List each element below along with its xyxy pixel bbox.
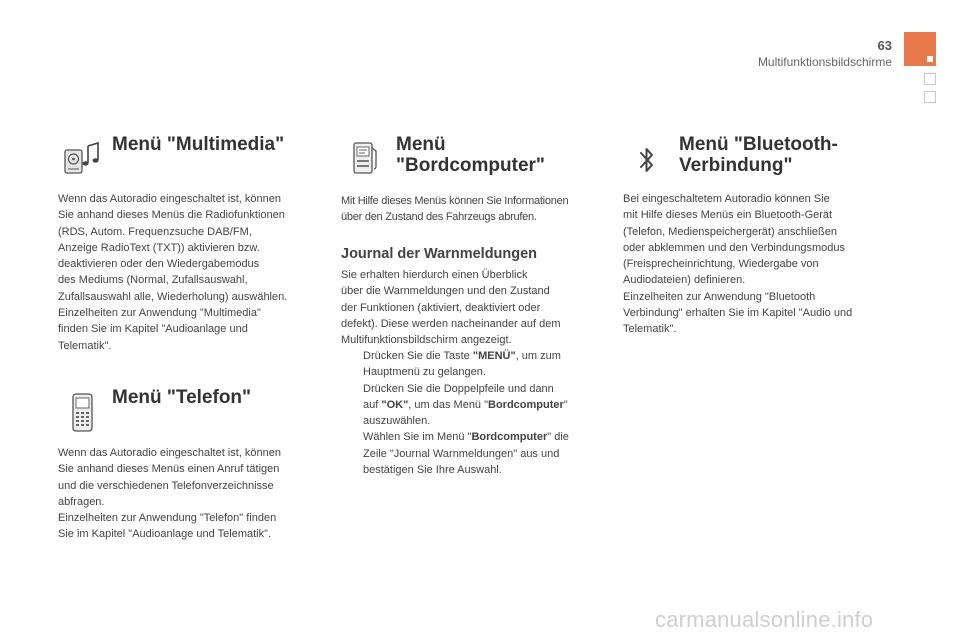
step-item xyxy=(341,348,611,381)
text-line: der Funktionen (aktiviert, deaktiviert oder xyxy=(341,301,541,314)
text-line: (RDS, Autom. Frequenzsuche DAB/FM, xyxy=(58,225,252,238)
text-line: Einzelheiten zur Anwendung "Multimedia" xyxy=(58,307,261,320)
step-key-ok: "OK" xyxy=(381,398,409,411)
text-line: mit Hilfe dieses Menüs ein Bluetooth-Gerät xyxy=(623,209,833,222)
chapter-tab-dot xyxy=(927,56,933,62)
text-line: (Freisprecheinrichtung, Wiedergabe von xyxy=(623,258,819,271)
text-line: defekt). Diese werden nacheinander auf dem xyxy=(341,317,561,330)
heading-line: "Bordcomputer" xyxy=(396,155,545,176)
text-line: oder abklemmen und den Verbindungsmodus xyxy=(623,241,845,254)
journal-heading: Journal der Warnmeldungen xyxy=(341,246,538,262)
bordcomputer-intro xyxy=(341,193,606,226)
step-text: Wählen Sie im Menü " xyxy=(363,431,472,444)
step-text: auszuwählen. xyxy=(363,415,431,428)
page-number: 63 xyxy=(877,38,892,53)
bluetooth-text xyxy=(623,191,898,338)
text-line: des Mediums (Normal, Zufallsauswahl, xyxy=(58,274,248,287)
step-text: " die xyxy=(547,431,569,444)
bluetooth-icon xyxy=(637,144,657,176)
telefon-heading: Menü "Telefon" xyxy=(112,387,252,408)
text-line: deaktivieren oder den Wiedergabemodus xyxy=(58,258,260,271)
text-line: Audiodateien) definieren. xyxy=(623,274,746,287)
step-text: auf xyxy=(363,398,382,411)
journal-steps xyxy=(341,348,611,478)
text-line: Wenn das Autoradio eingeschaltet ist, können xyxy=(58,447,282,459)
multimedia-music-icon xyxy=(62,140,102,176)
step-text: , um das Menü " xyxy=(408,398,489,411)
fuel-pump-icon xyxy=(350,140,380,176)
text-line: Verbindung" erhalten Sie im Kapitel "Audio und xyxy=(623,307,853,320)
text-line: Telematik". xyxy=(623,323,677,336)
bordcomputer-heading xyxy=(396,134,566,176)
chapter-tab-active[interactable] xyxy=(904,32,936,66)
chapter-tab-box-1[interactable] xyxy=(924,73,936,85)
step-menu-name: Bordcomputer xyxy=(471,431,548,444)
step-item xyxy=(341,429,611,478)
heading-line: Menü "Bluetooth- xyxy=(679,134,838,155)
text-line: Bei eingeschaltetem Autoradio können Sie xyxy=(623,193,830,205)
heading-line: Menü xyxy=(396,134,446,155)
bluetooth-heading xyxy=(679,134,879,176)
text-line: Mit Hilfe dieses Menüs können Sie Informationen xyxy=(341,195,569,207)
step-menu-name: Bordcomputer xyxy=(488,398,564,411)
text-line: Einzelheiten zur Anwendung "Telefon" finden xyxy=(58,512,277,525)
text-line: Telematik". xyxy=(58,339,112,352)
step-text: bestätigen Sie Ihre Auswahl. xyxy=(363,464,502,477)
text-line: Wenn das Autoradio eingeschaltet ist, können xyxy=(58,193,282,205)
text-line: Einzelheiten zur Anwendung "Bluetooth xyxy=(623,290,816,303)
journal-text xyxy=(341,267,606,348)
multimedia-heading: Menü "Multimedia" xyxy=(112,134,285,155)
telefon-text xyxy=(58,445,323,543)
step-text: Hauptmenü zu gelangen. xyxy=(363,366,486,379)
mobile-phone-icon xyxy=(70,393,96,433)
text-line: über die Warnmeldungen und den Zustand xyxy=(341,285,550,298)
chapter-tab-box-2[interactable] xyxy=(924,91,936,103)
heading-line: Verbindung" xyxy=(679,155,793,176)
text-line: finden Sie im Kapitel "Audioanlage und xyxy=(58,323,248,336)
step-text: Zeile "Journal Warnmeldungen" aus und xyxy=(363,447,560,460)
step-text: " xyxy=(563,398,568,411)
section-title: Multifunktionsbildschirme xyxy=(757,55,892,69)
watermark-text: carmanualsonline.info xyxy=(655,607,874,632)
step-key-menu: "MENÜ" xyxy=(472,350,516,362)
text-line: Multifunktionsbildschirm angezeigt. xyxy=(341,334,512,347)
multimedia-text xyxy=(58,191,323,354)
text-line: (Telefon, Medienspeichergerät) anschließen xyxy=(623,225,838,238)
text-line: Sie anhand dieses Menüs einen Anruf tätigen xyxy=(58,463,280,476)
step-text: Drücken Sie die Taste xyxy=(363,350,473,362)
text-line: abfragen. xyxy=(58,495,105,508)
text-line: Zufallsauswahl alle, Wiederholung) auswählen. xyxy=(58,290,288,303)
step-item xyxy=(341,381,611,430)
text-line: Sie im Kapitel "Audioanlage und Telematik". xyxy=(58,528,272,541)
text-line: und die verschiedenen Telefonverzeichnisse xyxy=(58,479,274,492)
step-text: , um zum xyxy=(515,350,561,362)
text-line: Sie anhand dieses Menüs die Radiofunktionen xyxy=(58,209,285,222)
text-line: Sie erhalten hierdurch einen Überblick xyxy=(341,269,528,281)
text-line: Anzeige RadioText (TXT)) aktivieren bzw. xyxy=(58,241,260,254)
step-text: Drücken Sie die Doppelpfeile und dann xyxy=(363,382,554,395)
text-line: über den Zustand des Fahrzeugs abrufen. xyxy=(341,211,537,224)
